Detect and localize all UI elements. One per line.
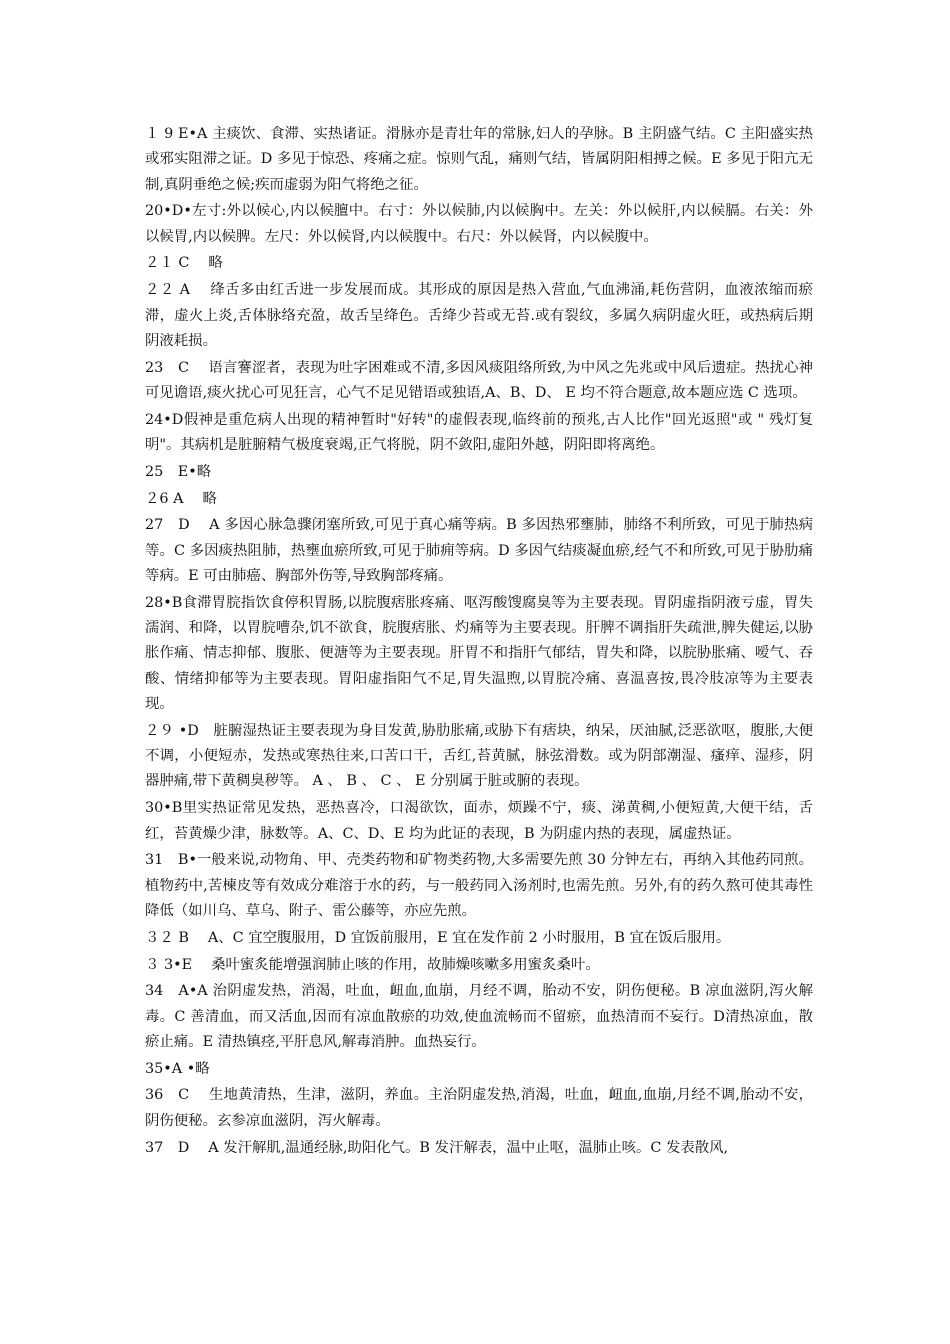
- answer-explanation-22: ２２ A 绛舌多由红舌进一步发展而成。其形成的原因是热入营血,气血沸涌,耗伤营阴，血液浓缩而瘀滞，虚火上炎,舌体脉络充盈，故舌呈绛色。舌绛少苔或无苔.或有裂纹，多属久病阴虚火旺，或热病后期阴液耗损。: [145, 282, 813, 349]
- answer-explanation-19: １ 9 E•A 主痰饮、食滞、实热诸证。滑脉亦是青壮年的常脉,妇人的孕脉。B 主阴盛气结。C 主阳盛实热或邪实阻滞之证。D 多见于惊恐、疼痛之症。惊则气乱，痛则气结，皆属阴阳相搏之候。E 多见于阳亢无制,真阴垂绝之候;疾而虚弱为阳气将绝之征。: [145, 126, 813, 193]
- answer-explanation-20: 20•D•左寸:外以候心,内以候膻中。右寸：外以候肺,内以候胸中。左关：外以候肝,内以候膈。右关：外以候胃,内以候脾。左尺：外以候肾,内以候腹中。右尺：外以候肾，内以候腹中。: [145, 203, 813, 245]
- answer-explanation-35: 35•A •略: [145, 1060, 210, 1077]
- answer-explanation-27: 27 D A 多因心脉急骤闭塞所致,可见于真心痛等病。B 多因热邪壅肺，肺络不利所致，可见于肺热病等。C 多因痰热阻肺，热壅血瘀所致,可见于肺痈等病。D 多因气结痰凝血瘀,经气不和所致,可见于胁肋痛等病。E 可由肺癌、胸部外伤等,导致胸部疼痛。: [145, 517, 813, 585]
- answer-explanation-26: ２6 A 略: [145, 490, 217, 507]
- answer-explanation-30: 30•B里实热证常见发热，恶热喜冷，口渴欲饮，面赤，烦躁不宁，痰、涕黄稠,小便短黄,大便干结，舌红，苔黄燥少津，脉数等。A、C、D、E 均为此证的表现，B 为阴虚内热的表现，属虚热证。: [145, 800, 813, 842]
- answer-explanation-34: 34 A•A 治阴虚发热，消渴，吐血，衄血,血崩，月经不调，胎动不安，阴伤便秘。B 凉血滋阴,泻火解毒。C 善清血，而又活血,因而有凉血散瘀的功效,使血流畅而不留瘀，血热清而不妄行。D清热凉血，散瘀止痛。E 清热镇痉,平肝息风,解毒消肿。血热妄行。: [145, 983, 813, 1050]
- answer-explanation-28: 28•B食滞胃脘指饮食停积胃肠,以脘腹痞胀疼痛、呕泻酸馊腐臭等为主要表现。胃阴虚指阴液亏虚，胃失濡润、和降，以胃脘嘈杂,饥不欲食，脘腹痞胀、灼痛等为主要表现。肝脾不调指肝失疏泄,脾失健运,以胁胀作痛、情志抑郁、腹胀、便溏等为主要表现。肝胃不和指肝气郁结，胃失和降，以脘胁胀痛、嗳气、吞酸、情绪抑郁等为主要表现。胃阳虚指阳气不足,胃失温煦,以胃脘冷痛、喜温喜按,畏冷肢凉等为主要表现。: [145, 594, 813, 713]
- answer-explanation-37: 37 D A 发汗解肌,温通经脉,助阳化气。B 发汗解表，温中止呕，温肺止咳。C 发表散风,: [145, 1139, 729, 1156]
- answer-explanation-32: ３２ B A、C 宜空腹服用，D 宜饭前服用，E 宜在发作前 2 小时服用，B 宜在饭后服用。: [145, 929, 731, 946]
- answer-explanation-36: 36 C 生地黄清热，生津，滋阴，养血。主治阴虚发热,消渴，吐血，衄血,血崩,月经不调,胎动不安，阴伤便秘。玄参凉血滋阴，泻火解毒。: [145, 1087, 813, 1129]
- answer-explanation-25: 25 E•略: [145, 463, 212, 480]
- answer-explanation-23: 23 C 语言謇涩者，表现为吐字困难或不清,多因风痰阻络所致,为中风之先兆或中风后遗症。热扰心神可见谵语,痰火扰心可见狂言，心气不足见错语或独语,A、B、D、 E 均不符合题意,故本题应选 C 选项。: [145, 359, 813, 401]
- answer-explanation-29: ２９ •D 脏腑湿热证主要表现为身目发黄,胁肋胀痛,或胁下有痞块，纳呆，厌油腻,泛恶欲呕，腹胀,大便不调，小便短赤，发热或寒热往来,口苦口干，舌红,苔黄腻，脉弦滑数。或为阴部潮湿、瘙痒、湿疹，阴器肿痛,带下黄稠臭秽等。 A 、 B 、 C 、 E 分别属于脏或腑的表现。: [145, 722, 813, 790]
- answer-explanation-33: ３ 3•E 桑叶蜜炙能增强润肺止咳的作用，故肺燥咳嗽多用蜜炙桑叶。: [145, 956, 600, 973]
- answer-explanation-31: 31 B•一般来说,动物角、甲、壳类药物和矿物类药物,大多需要先煎 30 分钟左右，再纳入其他药同煎。植物药中,苦楝皮等有效成分难溶于水的药，与一般药同入汤剂时,也需先煎。另外,有的药久熬可使其毒性降低（如川乌、草乌、附子、雷公藤等，亦应先煎。: [145, 852, 813, 919]
- answer-explanation-24: 24•D假神是重危病人出现的精神暂时"好转"的虚假表现,临终前的预兆,古人比作"回光返照"或 " 残灯复明"。其病机是脏腑精气极度衰竭,正气将脱，阴不敛阳,虚阳外越，阴阳即将离绝。: [145, 411, 813, 454]
- document-page: [145, 122, 813, 1162]
- answer-explanation-21: ２１ C 略: [145, 255, 223, 272]
